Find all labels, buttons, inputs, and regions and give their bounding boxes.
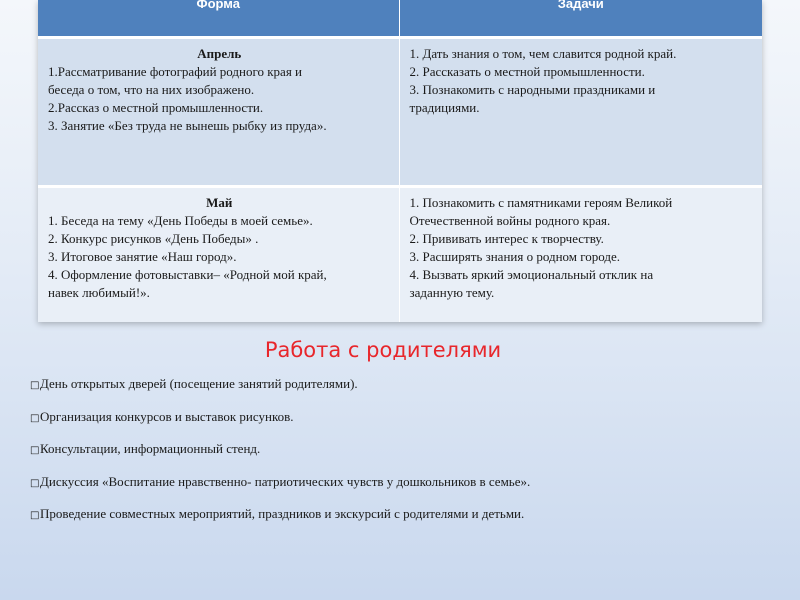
table-row-april — [38, 38, 762, 187]
list-item — [30, 473, 770, 506]
bullet-icon: □ — [30, 412, 40, 424]
may-form-line: 2. Конкурс рисунков «День Победы» . — [48, 231, 259, 246]
header-tasks — [399, 0, 762, 38]
april-form-line: 1.Рассматривание фотографий родного края и — [48, 64, 303, 79]
list-item-text: Консультации, информационный стенд. — [40, 441, 261, 456]
may-forms-cell — [38, 187, 399, 323]
may-task-line: 2. Прививать интерес к творчеству. — [409, 231, 604, 246]
may-task-line: заданную тему. — [409, 285, 495, 300]
parents-section-title — [0, 338, 800, 362]
list-item-text: Организация конкурсов и выставок рисунков. — [40, 408, 294, 424]
may-tasks-cell — [399, 187, 762, 323]
parents-list — [30, 375, 770, 538]
month-label-april: Апрель — [197, 46, 242, 61]
april-task-line: традициями. — [409, 100, 480, 115]
plan-table-container — [38, 0, 762, 322]
may-task-line: 1. Познакомить с памятниками героям Великой — [409, 195, 673, 210]
list-item — [30, 505, 770, 538]
bullet-icon: □ — [30, 445, 40, 456]
plan-table — [38, 0, 762, 322]
may-task-line: Отечественной войны родного края. — [409, 213, 611, 228]
may-form-line: 4. Оформление фотовыставки– «Родной мой край, — [48, 267, 327, 282]
bullet-icon: □ — [30, 380, 40, 391]
list-item-text: Дискуссия «Воспитание нравственно- патриотических чувств у дошкольников в семье». — [40, 473, 531, 489]
list-item-text: День открытых дверей (посещение занятий родителями). — [40, 376, 358, 391]
table-row-may — [38, 187, 762, 323]
may-form-line: навек любимый!». — [48, 285, 150, 300]
may-form-line: 1. Беседа на тему «День Победы в моей семье». — [48, 213, 313, 228]
may-form-line: 3. Итоговое занятие «Наш город». — [48, 249, 237, 264]
header-form — [38, 0, 399, 38]
bullet-icon: □ — [30, 477, 40, 489]
april-form-line: 2.Рассказ о местной промышленности. — [48, 100, 264, 115]
may-task-line: 4. Вызвать яркий эмоциональный отклик на — [409, 267, 654, 282]
april-task-line: 3. Познакомить с народными праздниками и — [409, 82, 656, 97]
may-task-line: 3. Расширять знания о родном городе. — [409, 249, 621, 264]
list-item — [30, 440, 770, 473]
april-forms-cell — [38, 38, 399, 187]
april-tasks-cell — [399, 38, 762, 187]
list-item — [30, 375, 770, 408]
list-item-text: Проведение совместных мероприятий, праздников и экскурсий с родителями и детьми. — [40, 506, 525, 521]
april-form-line: 3. Занятие «Без труда не вынешь рыбку из пруда». — [48, 118, 327, 133]
month-label-may: Май — [206, 195, 233, 210]
april-task-line: 2. Рассказать о местной промышленности. — [409, 64, 645, 79]
april-form-line: беседа о том, что на них изображено. — [48, 82, 255, 97]
april-task-line: 1. Дать знания о том, чем славится родной край. — [409, 46, 677, 61]
parents-title-text: Работа с родителями — [264, 338, 502, 362]
list-item — [30, 408, 770, 441]
table-header-row — [38, 0, 762, 38]
header-tasks-label: Задачи — [557, 0, 604, 11]
header-form-label: Форма — [196, 0, 240, 11]
bullet-icon: □ — [30, 510, 40, 521]
